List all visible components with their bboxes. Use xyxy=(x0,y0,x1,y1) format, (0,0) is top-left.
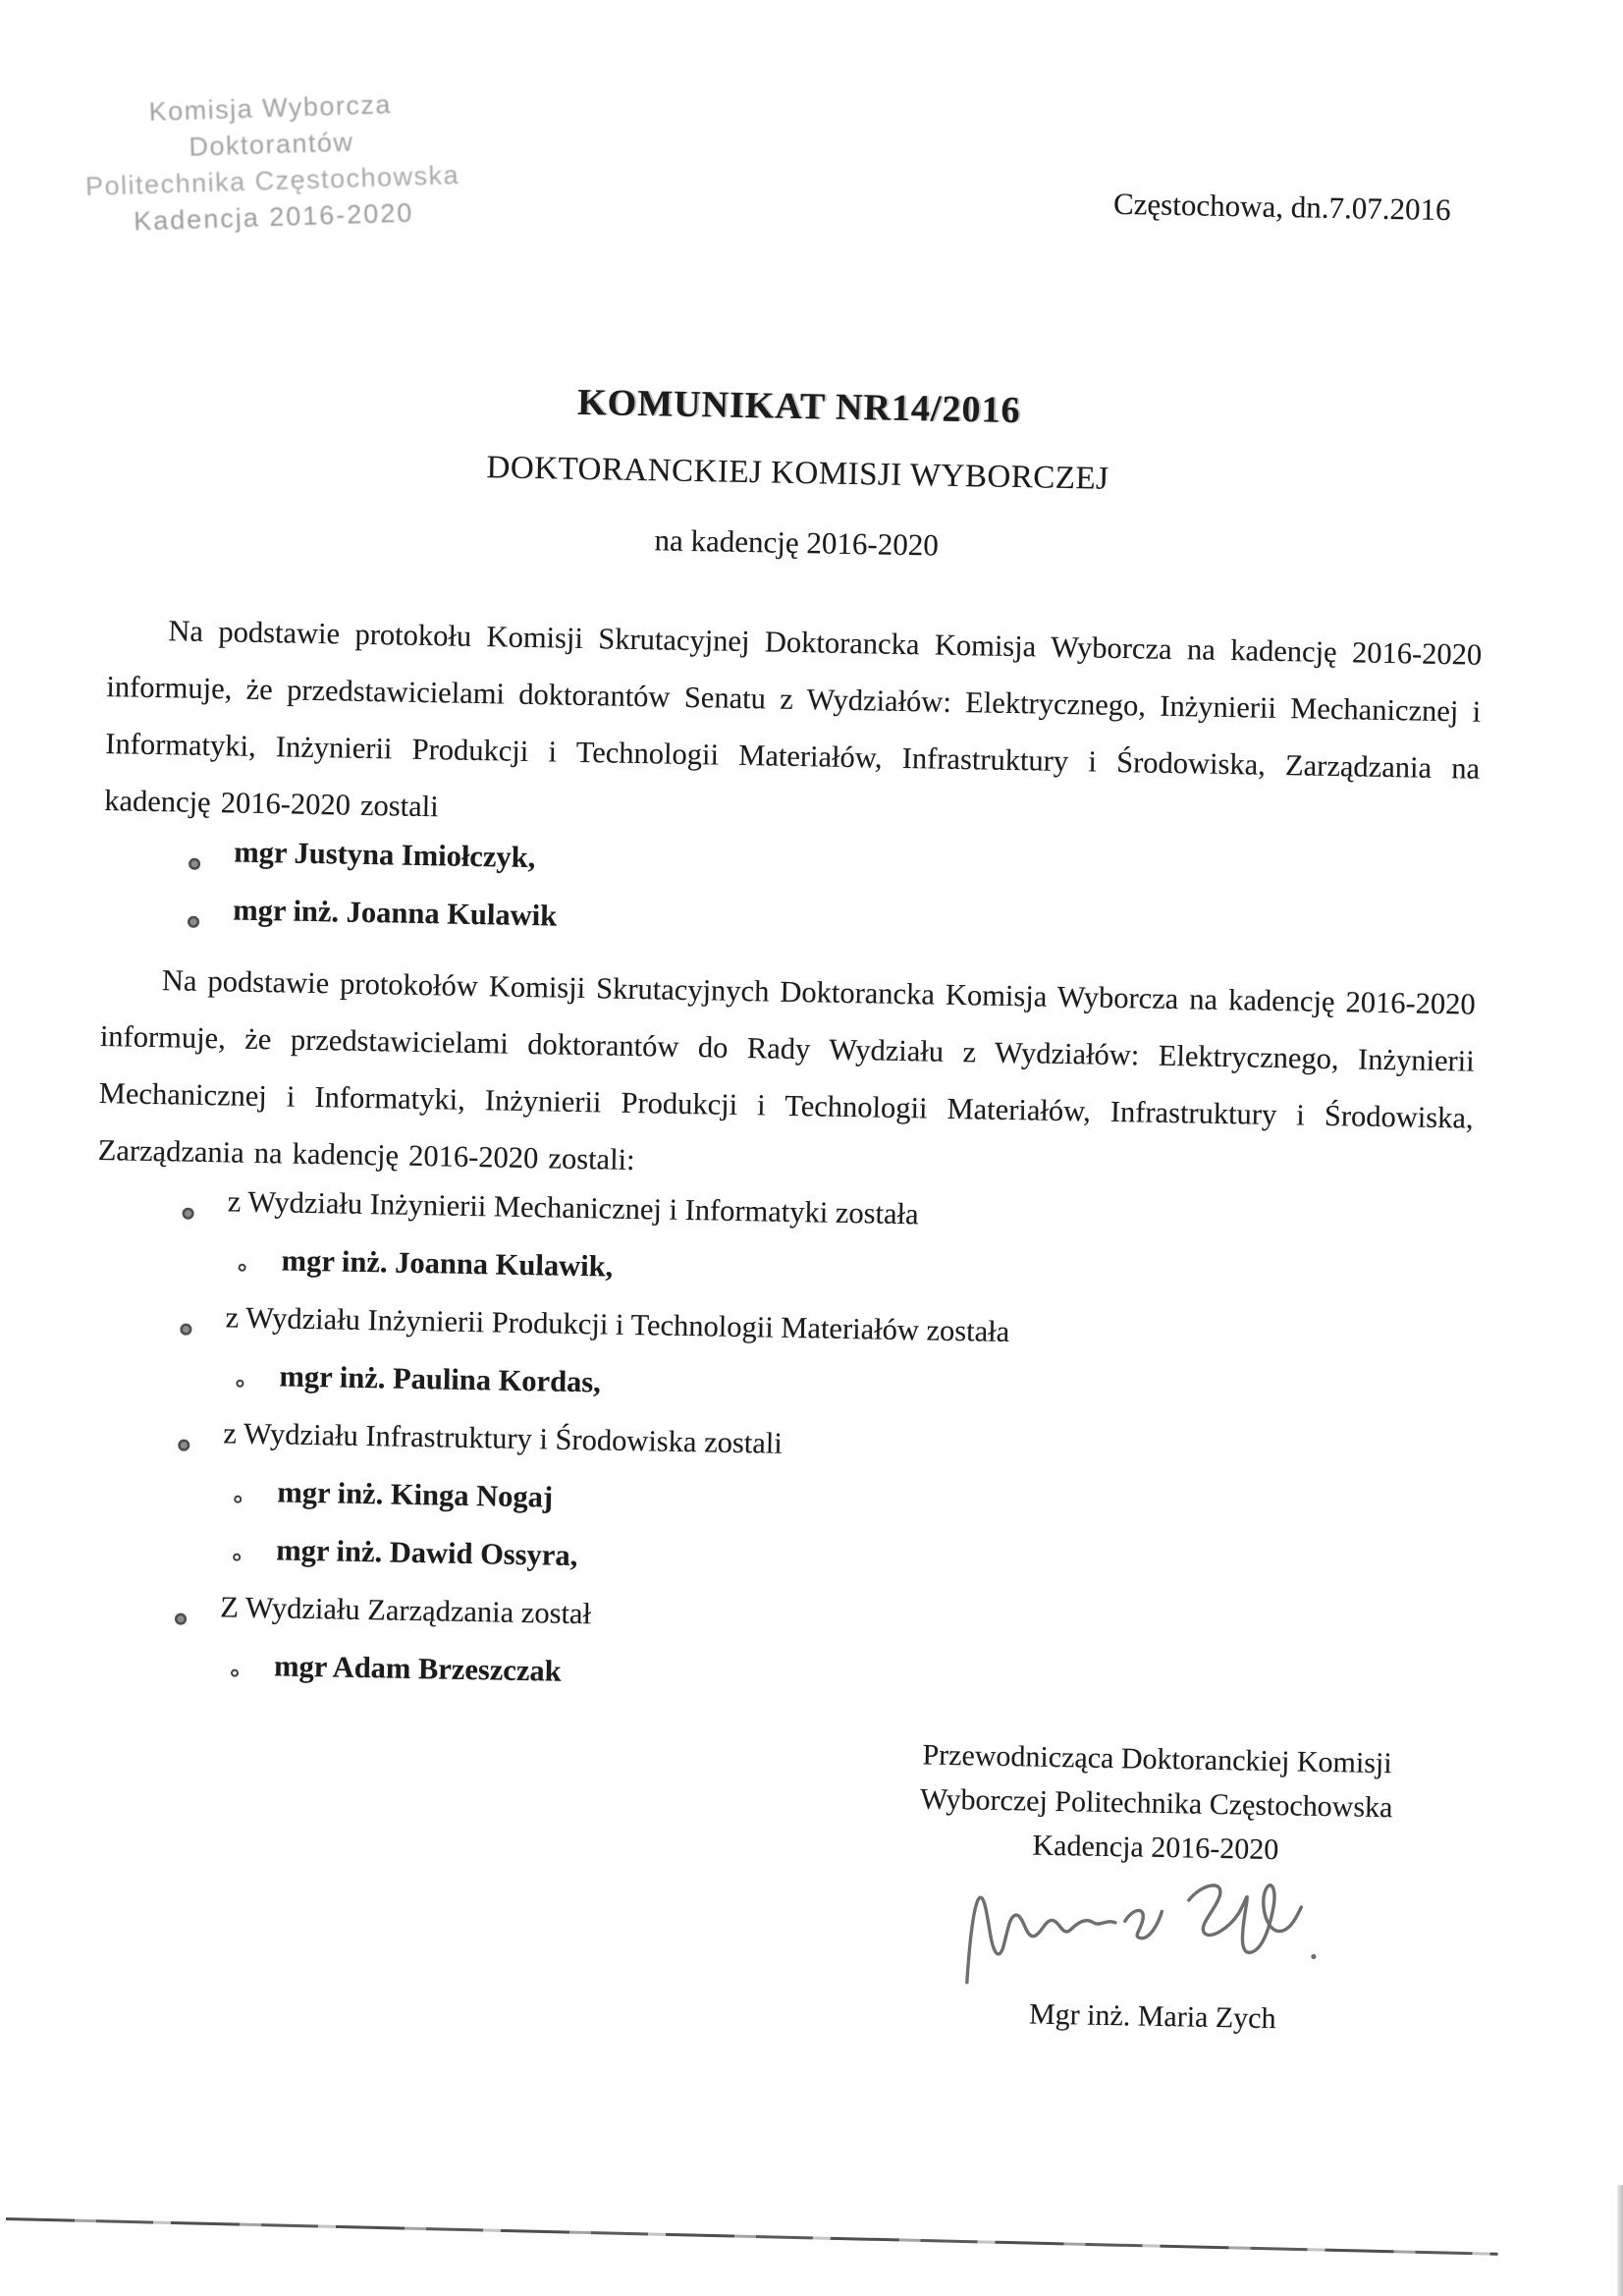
representative-name: mgr Justyna Imiołczyk, xyxy=(234,835,536,875)
document-term: na kadencję 2016-2020 xyxy=(654,522,940,563)
faculty-label: z Wydziału Inżynierii Mechanicznej i Informatyki została xyxy=(227,1184,919,1231)
representative-name: mgr inż. Kinga Nogaj xyxy=(277,1475,554,1514)
bullet-icon xyxy=(188,915,199,927)
bullet-icon xyxy=(182,1207,193,1219)
faculty-label: Z Wydziału Zarządzania został xyxy=(219,1590,592,1631)
representative-name: mgr inż. Dawid Ossyra, xyxy=(276,1533,578,1573)
document-body xyxy=(82,166,1490,2044)
sub-bullet-icon xyxy=(231,1668,239,1676)
representative-name: mgr inż. Joanna Kulawik, xyxy=(281,1243,614,1284)
representative-name: mgr Adam Brzeszczak xyxy=(273,1649,562,1688)
stamp-line-2: Politechnika Częstochowska xyxy=(84,160,460,201)
document-subtitle: DOKTORANCKIEJ KOMISJI WYBORCZEJ xyxy=(486,450,1109,497)
bullet-icon xyxy=(180,1323,191,1335)
sub-bullet-icon xyxy=(234,1495,242,1503)
document-title: KOMUNIKAT NR14/2016 xyxy=(576,381,1021,432)
signatory-name: Mgr inż. Maria Zych xyxy=(1028,1997,1276,2036)
scan-bottom-edge-artifact xyxy=(6,2217,1498,2255)
title-block xyxy=(109,372,1487,574)
signature-title-line: Kadencja 2016-2020 xyxy=(1032,1829,1279,1867)
bullet-icon xyxy=(178,1439,189,1450)
signature-block xyxy=(877,1732,1433,2044)
bullet-icon xyxy=(175,1613,187,1624)
stamp-line-1: Komisja Wyborcza Doktorantów xyxy=(148,89,393,162)
sub-bullet-icon xyxy=(239,1263,246,1271)
sub-bullet-icon xyxy=(233,1553,241,1560)
sub-bullet-icon xyxy=(236,1379,243,1387)
signature-title-line: Wyborczej Politechnika Częstochowska xyxy=(919,1782,1393,1825)
paragraph-faculty-councils: Na podstawie protokołów Komisji Skrutacyjnych Doktorancka Komisja Wyborcza na kadencję 2016-2020 informuje, że przedstawicielami doktorantów do Rady Wydziału z Wydziałów: Elektrycznego, Inżynierii Mechanicznej i Informatyki, Inżynierii Produkcji i Technologii Materiałów, Infrastruktury i Środowiska, Zarządzania na kadencję 2016-2020 zostali: xyxy=(97,963,1477,1177)
paragraph-senate: Na podstawie protokołu Komisji Skrutacyjnej Doktorancka Komisja Wyborcza na kadencję 2016-2020 informuje, że przedstawicielami doktorantów Senatu z Wydziałów: Elektrycznego, Inżynierii Mechanicznej i Informatyki, Inżynierii Produkcji i Technologii Materiałów, Infrastruktury i Środowiska, Zarządzania na kadencję 2016-2020 zostali xyxy=(103,614,1483,824)
signature-title-line: Przewodnicząca Doktoranckiej Komisji xyxy=(922,1738,1392,1780)
date-line: Częstochowa, dn.7.07.2016 xyxy=(1112,186,1451,228)
stamp-line-3: Kadencja 2016-2020 xyxy=(133,197,414,237)
faculty-label: z Wydziału Inżynierii Produkcji i Technologii Materiałów została xyxy=(225,1300,1010,1349)
bullet-icon xyxy=(189,857,200,869)
senate-representatives-list xyxy=(102,833,1479,974)
representative-name: mgr inż. Joanna Kulawik xyxy=(232,893,558,933)
scan-right-edge-artifact xyxy=(1617,2185,1623,2296)
representative-name: mgr inż. Paulina Kordas, xyxy=(279,1359,602,1399)
faculty-label: z Wydziału Infrastruktury i Środowiska zostali xyxy=(223,1416,784,1460)
faculty-representatives-list xyxy=(87,1182,1471,1729)
